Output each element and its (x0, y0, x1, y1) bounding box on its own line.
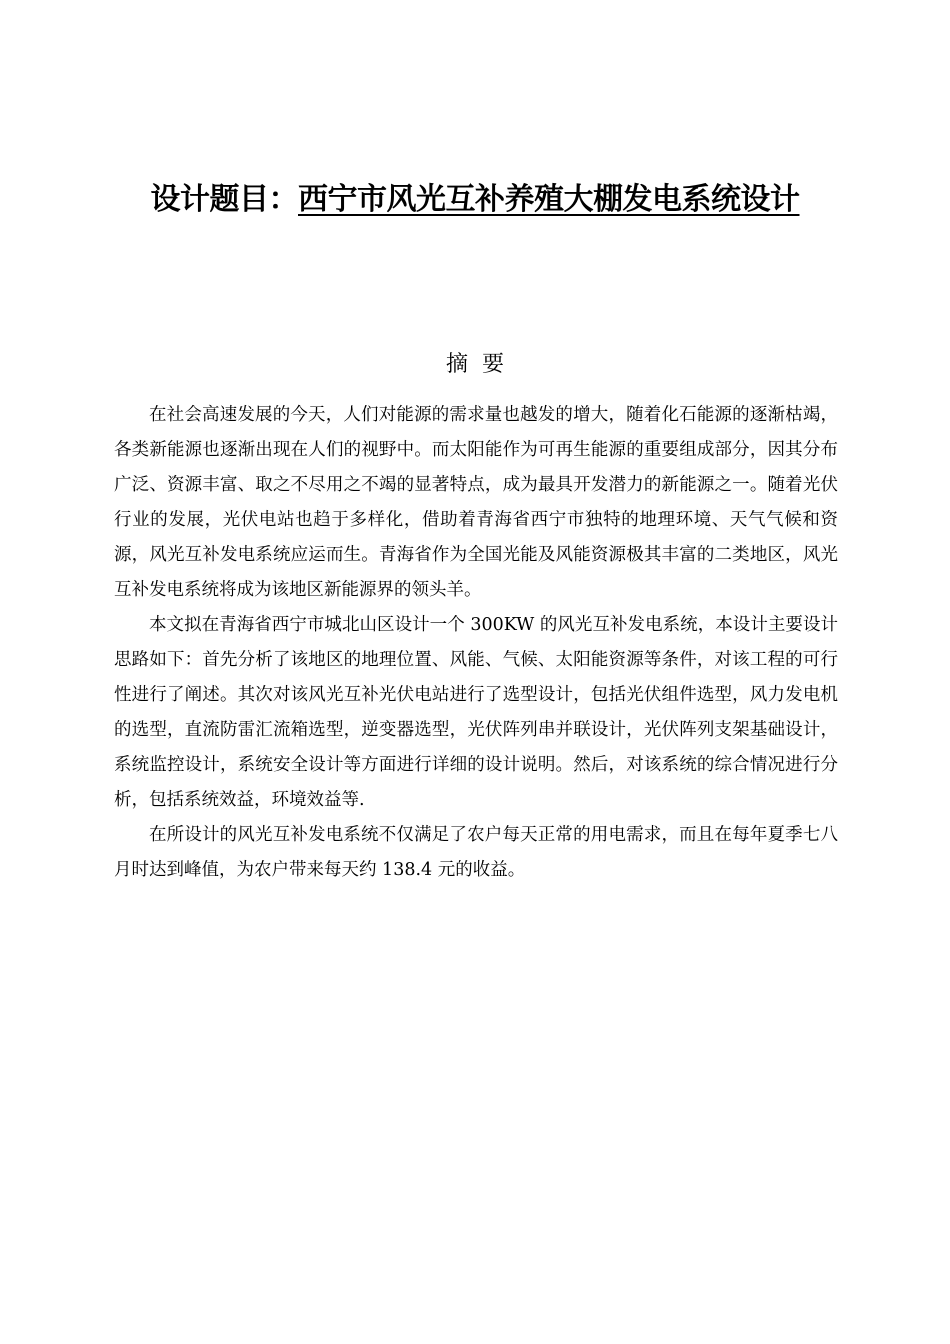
abstract-paragraph-2: 本文拟在青海省西宁市城北山区设计一个 300KW 的风光互补发电系统，本设计主要设计思路如下：首先分析了该地区的地理位置、风能、气候、太阳能资源等条件，对该工程的可行性进行了阐述。其次对该风光互补光伏电站进行了选型设计，包括光伏组件选型，风力发电机的选型，直流防雷汇流箱选型，逆变器选型，光伏阵列串并联设计，光伏阵列支架基础设计，系统监控设计，系统安全设计等方面进行详细的设计说明。然后，对该系统的综合情况进行分析，包括系统效益，环境效益等. (114, 615, 838, 810)
title-prefix: 设计题目： (150, 182, 298, 217)
abstract-body (114, 398, 838, 888)
abstract-heading: 摘 要 (446, 352, 504, 377)
title-topic: 西宁市风光互补养殖大棚发电系统设计 (298, 182, 800, 217)
document-title (0, 178, 950, 222)
abstract-paragraph-1: 在社会高速发展的今天，人们对能源的需求量也越发的增大，随着化石能源的逐渐枯竭，各类新能源也逐渐出现在人们的视野中。而太阳能作为可再生能源的重要组成部分，因其分布广泛、资源丰富、取之不尽用之不竭的显著特点，成为最具开发潜力的新能源之一。随着光伏行业的发展，光伏电站也趋于多样化，借助着青海省西宁市独特的地理环境、天气气候和资源，风光互补发电系统应运而生。青海省作为全国光能及风能资源极其丰富的二类地区，风光互补发电系统将成为该地区新能源界的领头羊。 (114, 405, 838, 600)
abstract-paragraph-3: 在所设计的风光互补发电系统不仅满足了农户每天正常的用电需求，而且在每年夏季七八月时达到峰值，为农户带来每天约 138.4 元的收益。 (114, 825, 838, 880)
